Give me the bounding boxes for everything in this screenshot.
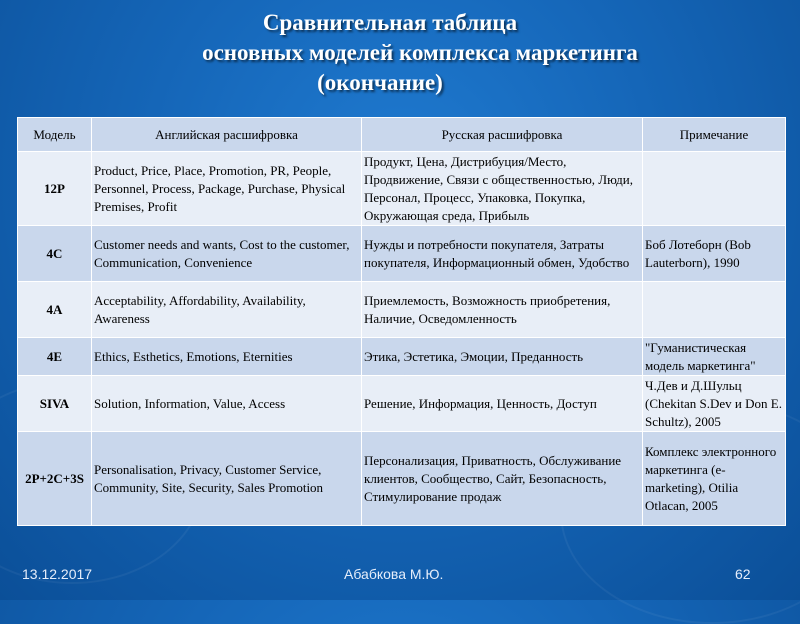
- table-row: [18, 152, 786, 226]
- title-line-3: (окончание): [317, 70, 443, 95]
- cell-note: Комплекс электронного маркетинга (e-marketing), Otilia Otlacan, 2005: [643, 432, 786, 526]
- cell-russian: Этика, Эстетика, Эмоции, Преданность: [362, 338, 643, 376]
- header-english: Английская расшифровка: [92, 118, 362, 152]
- comparison-table: [17, 117, 786, 526]
- header-russian: Русская расшифровка: [362, 118, 643, 152]
- cell-model: 12P: [18, 152, 92, 226]
- title-line-1: Сравнительная таблица: [262, 10, 518, 35]
- cell-russian: Нужды и потребности покупателя, Затраты покупателя, Информационный обмен, Удобство: [362, 226, 643, 282]
- table-row: [18, 376, 786, 432]
- cell-russian: Персонализация, Приватность, Обслуживание клиентов, Сообщество, Сайт, Безопасность, Стимулирование продаж: [362, 432, 643, 526]
- cell-note: Ч.Дев и Д.Шульц (Chekitan S.Dev и Don E. Schultz), 2005: [643, 376, 786, 432]
- cell-english: Personalisation, Privacy, Customer Service, Community, Site, Security, Sales Promotion: [92, 432, 362, 526]
- cell-english: Ethics, Esthetics, Emotions, Eternities: [92, 338, 362, 376]
- table-row: [18, 338, 786, 376]
- table-header-row: [18, 118, 786, 152]
- header-model: Модель: [18, 118, 92, 152]
- footer-page-number: 62: [735, 566, 751, 582]
- table-row: [18, 432, 786, 526]
- cell-russian: Приемлемость, Возможность приобретения, Наличие, Осведомленность: [362, 282, 643, 338]
- cell-model: 4A: [18, 282, 92, 338]
- cell-model: 2P+2C+3S: [18, 432, 92, 526]
- cell-note: [643, 152, 786, 226]
- cell-english: Acceptability, Affordability, Availability, Awareness: [92, 282, 362, 338]
- cell-russian: Продукт, Цена, Дистрибуция/Место, Продвижение, Связи с общественностью, Люди, Персонал, Процесс, Упаковка, Покупка, Окружающая среда, Прибыль: [362, 152, 643, 226]
- cell-model: 4C: [18, 226, 92, 282]
- table-row: [18, 282, 786, 338]
- cell-model: 4E: [18, 338, 92, 376]
- cell-note: [643, 282, 786, 338]
- footer-date: 13.12.2017: [22, 566, 93, 582]
- cell-english: Customer needs and wants, Cost to the customer, Communication, Convenience: [92, 226, 362, 282]
- title-line-2: основных моделей комплекса маркетинга: [202, 40, 638, 65]
- cell-model: SIVA: [18, 376, 92, 432]
- cell-note: Боб Лотеборн (Bob Lauterborn), 1990: [643, 226, 786, 282]
- table-row: [18, 226, 786, 282]
- slide-title: [0, 8, 800, 98]
- cell-note: "Гуманистическая модель маркетинга": [643, 338, 786, 376]
- cell-english: Product, Price, Place, Promotion, PR, People, Personnel, Process, Package, Purchase, Physical Premises, Profit: [92, 152, 362, 226]
- footer-author: Абабкова М.Ю.: [344, 566, 444, 582]
- cell-russian: Решение, Информация, Ценность, Доступ: [362, 376, 643, 432]
- cell-english: Solution, Information, Value, Access: [92, 376, 362, 432]
- header-note: Примечание: [643, 118, 786, 152]
